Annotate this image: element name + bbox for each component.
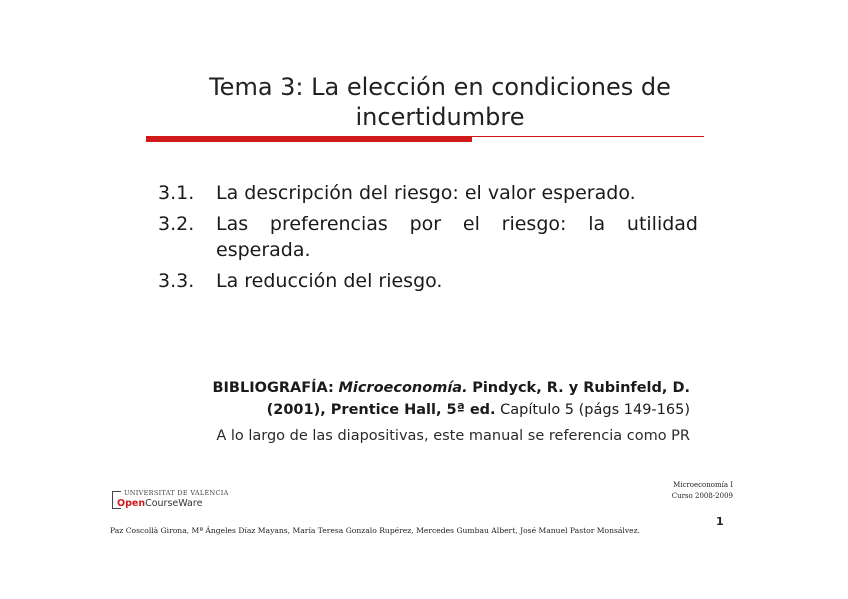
bibliography-line-1 [150, 377, 690, 399]
logo-opencourseware [117, 498, 202, 509]
course-info [640, 480, 733, 502]
bibliography [150, 377, 690, 421]
bibliography-edition: (2001), Prentice Hall, 5ª ed. [266, 402, 496, 418]
authors-footer: Paz Coscollà Girona, Mª Ángeles Díaz Mayans, María Teresa Gonzalo Rupérez, Mercedes Gumbau Albert, José Manuel Pastor Monsálvez. [110, 526, 641, 535]
title-line-1: Tema 3: La elección en condiciones de [209, 73, 671, 101]
bibliography-label: BIBLIOGRAFÍA: [212, 380, 334, 396]
reference-note: A lo largo de las diapositivas, este manual se referencia como PR [216, 428, 690, 444]
page-number: 1 [716, 515, 724, 528]
logo-university: UNIVERSITAT DE VALÈNCIA [124, 489, 229, 497]
bibliography-book: Microeconomía. [338, 380, 468, 396]
title-underline-accent [146, 136, 472, 142]
item-number: 3.3. [158, 270, 195, 292]
logo-open: Open [117, 498, 146, 509]
item-text: Las preferencias por el riesgo: la utilidad esperada. [216, 213, 698, 261]
course-year: Curso 2008-2009 [671, 492, 733, 500]
list-item [158, 268, 698, 294]
slide-title [150, 72, 730, 132]
bibliography-authors: Pindyck, R. y Rubinfeld, D. [472, 380, 690, 396]
item-text: La descripción del riesgo: el valor esperado. [216, 182, 636, 204]
item-number: 3.2. [158, 213, 195, 235]
bibliography-line-2 [150, 399, 690, 421]
item-number: 3.1. [158, 182, 195, 204]
list-item [158, 211, 698, 263]
course-name: Microeconomía I [673, 481, 733, 489]
list-item [158, 180, 698, 206]
logo-courseware: CourseWare [145, 498, 203, 509]
title-line-2: incertidumbre [355, 103, 525, 131]
topic-list [158, 180, 698, 299]
ocw-logo [112, 489, 229, 513]
bibliography-chapter: Capítulo 5 (págs 149-165) [500, 402, 690, 418]
item-text: La reducción del riesgo. [216, 270, 443, 292]
